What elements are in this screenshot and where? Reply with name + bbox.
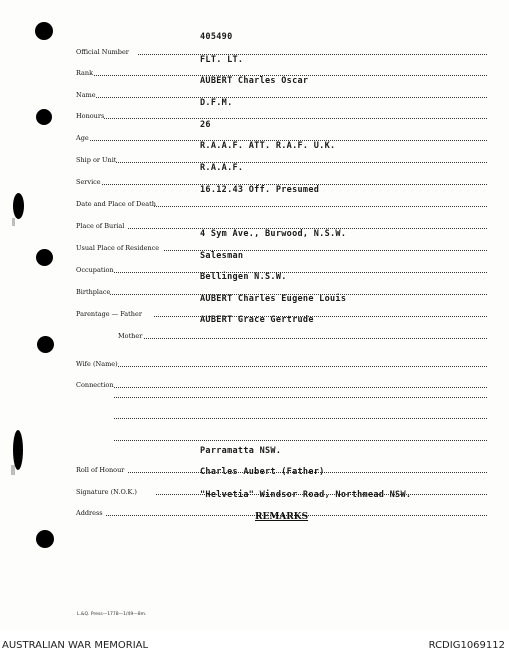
punch-hole (13, 193, 24, 219)
field-label: Name (76, 91, 96, 99)
field-label: Birthplace (76, 288, 111, 296)
field-mother (118, 326, 487, 340)
credit-left: AUSTRALIAN WAR MEMORIAL (2, 640, 149, 651)
field-label: Signature (N.O.K.) (76, 488, 137, 496)
field-connection (76, 375, 487, 389)
punch-hole (13, 430, 23, 470)
field-label: Date and Place of Death (76, 200, 156, 208)
field-value: Charles Aubert (Father) (200, 467, 325, 477)
field-honours (76, 106, 487, 120)
field-value: 405490 (200, 32, 233, 42)
field-value: R.A.A.F. ATT. R.A.F. U.K. (200, 141, 336, 151)
field-value: FLT. LT. (200, 55, 244, 65)
field-service (76, 172, 487, 186)
field-label: Rank (76, 69, 94, 77)
field-value: 16.12.43 Off. Presumed (200, 185, 320, 195)
field-value: AUBERT Charles Oscar (200, 76, 309, 86)
field-label: Occupation (76, 266, 114, 274)
field-value: 4 Sym Ave., Burwood, N.S.W. (200, 229, 347, 239)
field-label: Connection (76, 381, 114, 389)
field-value: D.F.M. (200, 98, 233, 108)
field-official-number (76, 42, 487, 56)
field-value: R.A.A.F. (200, 163, 244, 173)
field-label: Honours (76, 112, 105, 120)
field-value: AUBERT Grace Gertrude (200, 315, 314, 325)
credit-right: RCDIG1069112 (428, 640, 505, 651)
punch-hole (36, 249, 53, 266)
printer-footnote: L.&Q. Press—1778—1/49—8m. (77, 612, 147, 617)
field-value: Salesman (200, 251, 244, 261)
punch-hole (35, 22, 53, 40)
field-name (76, 85, 487, 99)
field-label: Address (76, 509, 103, 517)
field-label: Age (76, 134, 89, 142)
field-age (76, 128, 487, 142)
field-date-place-of-death (76, 194, 487, 208)
punch-hole (36, 530, 54, 548)
field-label: Ship or Unit (76, 156, 117, 164)
field-label: Mother (118, 332, 143, 340)
field-label: Usual Place of Residence (76, 244, 160, 252)
field-place-of-burial (76, 216, 487, 230)
connection-line (114, 418, 487, 419)
field-label: Official Number (76, 48, 129, 56)
field-value: "Helvetia" Windsor Road, Northmead NSW. (200, 490, 412, 500)
remarks-heading: REMARKS (255, 512, 309, 522)
field-rank (76, 63, 487, 77)
scan-mark (12, 218, 15, 226)
field-value: AUBERT Charles Eugene Louis (200, 294, 347, 304)
scan-mark (11, 465, 15, 475)
field-value: Parramatta NSW. (200, 446, 282, 456)
field-label: Parentage — Father (76, 310, 142, 318)
field-label: Roll of Honour (76, 466, 125, 474)
connection-line (114, 440, 487, 441)
field-value: 26 (200, 120, 211, 130)
field-label: Wife (Name) (76, 360, 118, 368)
field-label: Place of Burial (76, 222, 125, 230)
field-ship-or-unit (76, 150, 487, 164)
field-label: Service (76, 178, 101, 186)
field-wife-name (76, 354, 487, 368)
punch-hole (36, 109, 52, 125)
punch-hole (37, 336, 54, 353)
field-usual-residence (76, 238, 487, 252)
connection-line (114, 397, 487, 398)
field-value: Bellingen N.S.W. (200, 272, 287, 282)
